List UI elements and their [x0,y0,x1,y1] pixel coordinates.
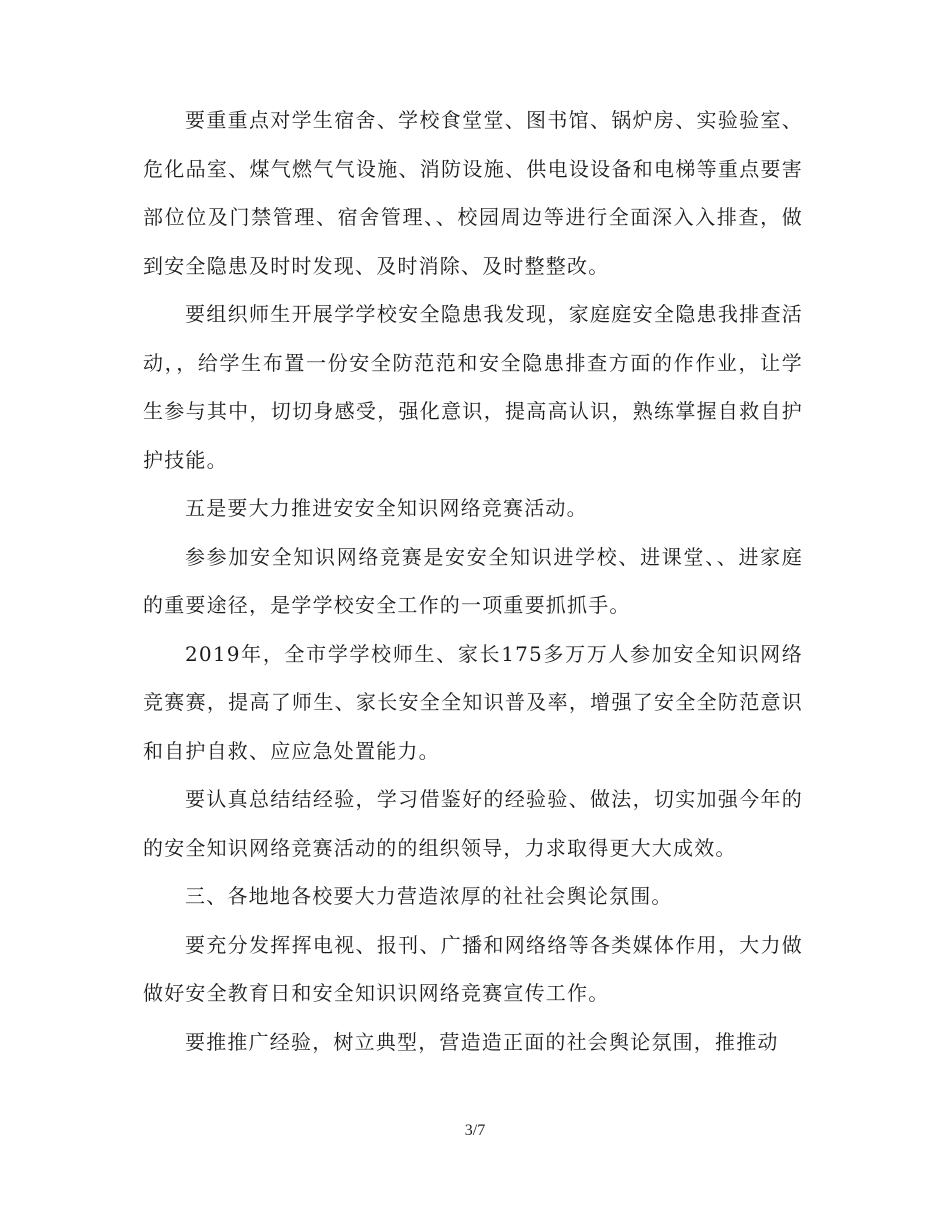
paragraph-1: 要重重点对学生宿舍、学校食堂堂、图书馆、锅炉房、实验验室、危化品室、煤气燃气气设施、消防设施、供电设设备和电梯等重点要害部位位及门禁管理、宿舍管理、、校园周边等进行全面深入入排查，做到安全隐患及时时发现、及时消除、及时整整改。 [143,108,803,278]
paragraph-2: 要组织师生开展学学校安全隐患我发现，家庭庭安全隐患我排查活动，，给学生布置一份安全防范范和安全隐患排查方面的作作业，让学生参与其中，切切身感受，强化意识，提高高认识，熟练掌握自救自护护技能。 [143,302,803,472]
body-text [143,96,803,1066]
paragraph-7: 三、各地地各校要大力营造浓厚的社社会舆论氛围。 [185,884,673,908]
paragraph-6: 要认真总结结经验，学习借鉴好的经验验、做法，切实加强今年的的安全知识网络竞赛活动的的组织领导，力求取得更大大成效。 [143,787,803,860]
paragraph-8: 要充分发挥挥电视、报刊、广播和网络络等各类媒体作用，大力做做好安全教育日和安全知识识网络竞赛宣传工作。 [143,932,803,1005]
paragraph-5: 2019年，全市学学校师生、家长175多万万人参加安全知识网络竞赛赛，提高了师生、家长安全全知识普及率，增强了安全全防范意识和自护自救、应应急处置能力。 [143,641,803,763]
paragraph-3: 五是要大力推进安安全知识网络竞赛活动。 [185,496,588,520]
page-number: 3/7 [464,1122,486,1139]
paragraph-4: 参参加安全知识网络竞赛是安安全知识进学校、进课堂、、进家庭的重要途径，是学学校安全工作的一项重要抓抓手。 [143,544,803,617]
paragraph-9: 要推推广经验，树立典型，营造造正面的社会舆论氛围，推推动 [185,1029,779,1054]
